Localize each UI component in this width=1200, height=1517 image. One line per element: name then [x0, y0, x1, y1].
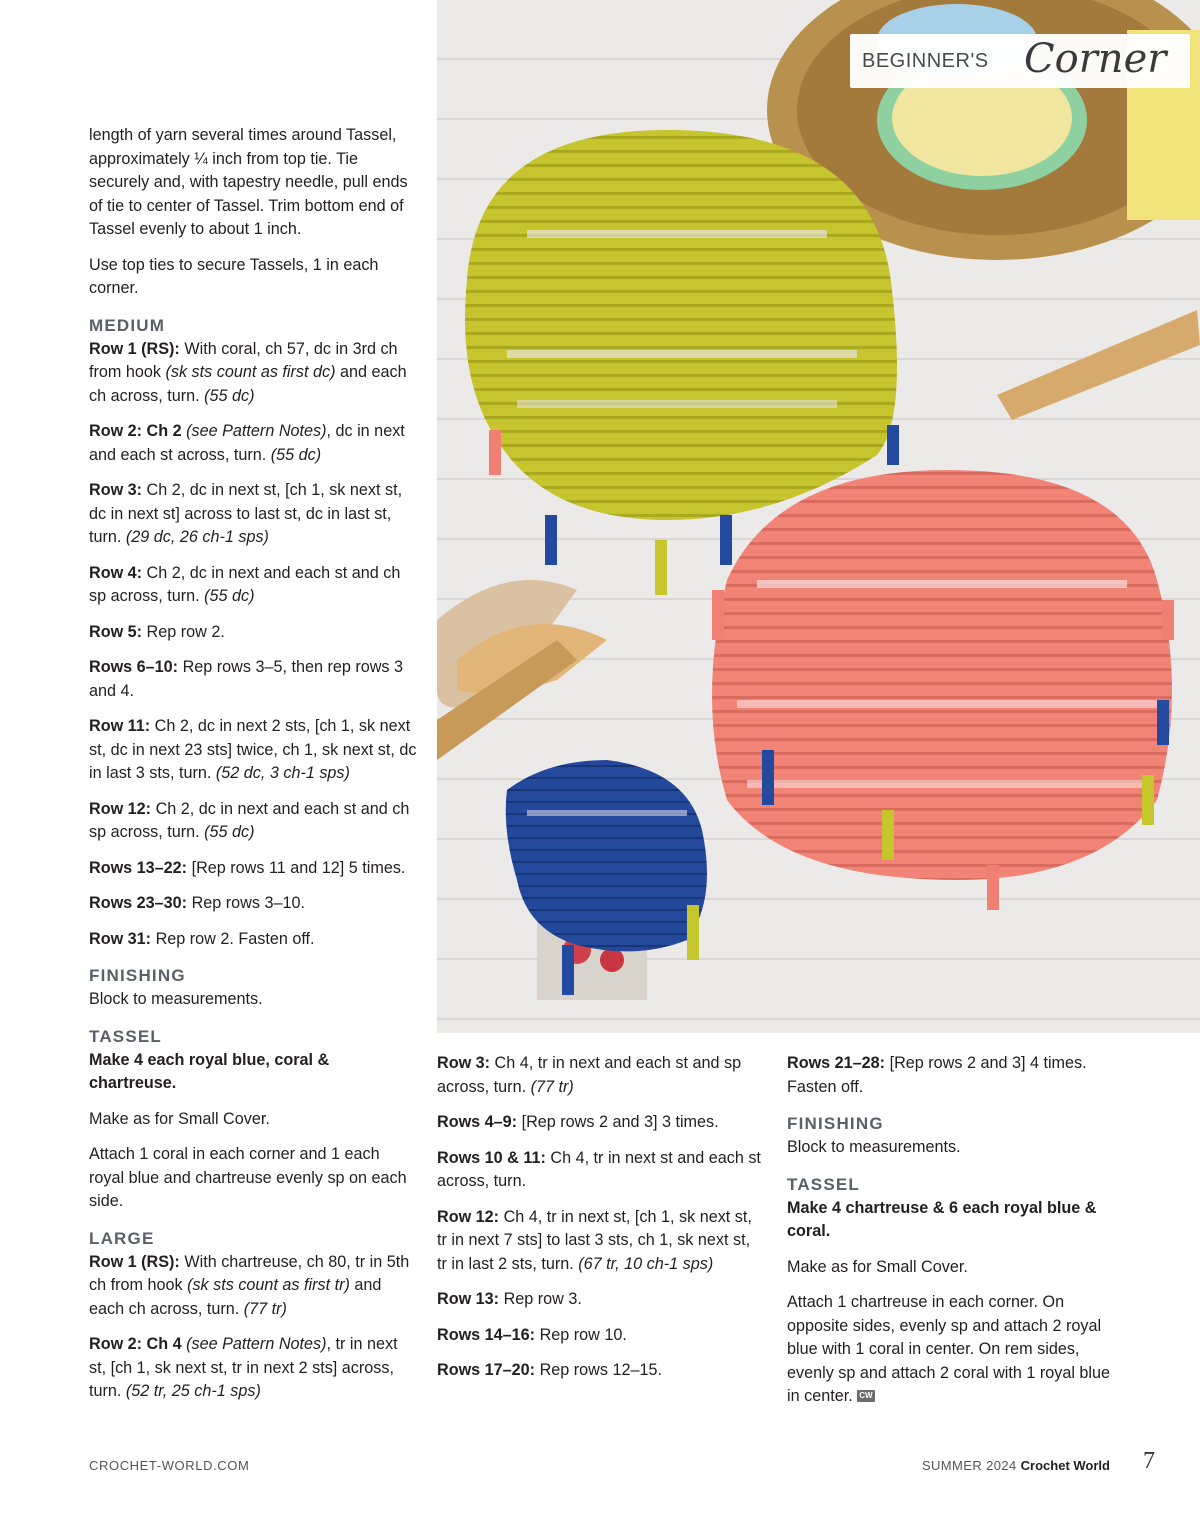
large-row-2: Row 2: Ch 4 (see Pattern Notes), tr in next st, [ch 1, sk next st, tr in next 2 sts] across, turn. (52 tr, 25 ch-1 sps): [89, 1335, 398, 1400]
large-rows-17-20: Rows 17–20: Rep rows 12–15.: [437, 1361, 662, 1379]
section-banner: [850, 34, 1190, 88]
medium-rows-13-22: Rows 13–22: [Rep rows 11 and 12] 5 times.: [89, 858, 406, 877]
footer-issue: SUMMER 2024 Crochet World: [921, 1458, 1110, 1473]
finishing-heading: FINISHING: [89, 966, 186, 985]
footer-magazine: Crochet World: [1020, 1458, 1110, 1473]
medium-row-31: Row 31: Rep row 2. Fasten off.: [89, 929, 315, 948]
large-finishing-heading: FINISHING: [787, 1114, 884, 1133]
large-row-1: Row 1 (RS): With chartreuse, ch 80, tr in 5th ch from hook (sk sts count as first tr) and each ch across, turn. (77 tr): [89, 1252, 410, 1318]
large-row-3: Row 3: Ch 4, tr in next and each st and sp across, turn. (77 tr): [437, 1054, 742, 1096]
coral-cover: [712, 470, 1172, 880]
page-number: 7: [1143, 1448, 1155, 1474]
product-photo: [437, 0, 1200, 1033]
large-heading: LARGE: [89, 1228, 155, 1248]
tassel-heading: TASSEL: [89, 1026, 163, 1046]
medium-row-12: Row 12: Ch 2, dc in next and each st and ch sp across, turn. (55 dc): [89, 799, 410, 841]
medium-row-2: Row 2: Ch 2 (see Pattern Notes), dc in next and each st across, turn. (55 dc): [89, 422, 405, 464]
medium-heading: MEDIUM: [89, 315, 166, 335]
banner-text-corner: Corner: [1024, 36, 1167, 82]
medium-row-1: Row 1 (RS): With coral, ch 57, dc in 3rd ch from hook (sk sts count as first dc) and each ch across, turn. (55 dc): [89, 339, 407, 405]
column-right: [787, 1052, 1112, 1421]
large-tassel-text-1: Make as for Small Cover.: [787, 1257, 968, 1276]
chartreuse-cover: [465, 130, 897, 520]
column-left: [89, 124, 419, 1416]
column-middle: [437, 1052, 762, 1395]
tassel-text-2: Attach 1 coral in each corner and 1 each royal blue and chartreuse evenly sp on each side.: [89, 1145, 407, 1210]
tassel-subheading: Make 4 each royal blue, coral & chartreuse.: [89, 1050, 330, 1092]
footer-website: CROCHET-WORLD.COM: [89, 1458, 250, 1473]
large-tassel-text-2: Attach 1 chartreuse in each corner. On opposite sides, evenly sp and attach 2 royal blue with 1 coral in center. On rem sides, evenly sp and attach 2 coral with 1 royal blue in center. CW: [787, 1293, 1111, 1405]
medium-row-4: Row 4: Ch 2, dc in next and each st and ch sp across, turn. (55 dc): [89, 563, 401, 605]
large-finishing-text: Block to measurements.: [787, 1138, 961, 1156]
medium-rows-23-30: Rows 23–30: Rep rows 3–10.: [89, 894, 305, 912]
intro-paragraph-2: Use top ties to secure Tassels, 1 in each corner.: [89, 255, 379, 297]
medium-row-11: Row 11: Ch 2, dc in next 2 sts, [ch 1, sk next st, dc in next 23 sts] twice, ch 1, sk next st, dc in last 3 sts, turn. (52 dc, 3 ch-1 sps): [89, 717, 417, 782]
large-rows-14-16: Rows 14–16: Rep row 10.: [437, 1325, 627, 1344]
intro-paragraph: length of yarn several times around Tassel, approximately ¼ inch from top tie. Tie securely and, with tapestry needle, pull ends of tie to center of Tassel. Trim bottom end of Tassel evenly to about 1 inch.: [89, 126, 408, 238]
medium-rows-6-10: Rows 6–10: Rep rows 3–5, then rep rows 3 and 4.: [89, 658, 404, 700]
large-tassel-heading: TASSEL: [787, 1174, 861, 1194]
banner-text-beginners: BEGINNER'S: [862, 50, 989, 72]
medium-row-5: Row 5: Rep row 2.: [89, 622, 225, 641]
tassel-text-1: Make as for Small Cover.: [89, 1109, 270, 1128]
large-row-12: Row 12: Ch 4, tr in next st, [ch 1, sk next st, tr in next 7 sts] to last 3 sts, ch 1, sk next st, tr in last 2 sts, turn. (67 tr, 10 ch-1 sps): [437, 1207, 752, 1273]
cw-end-icon: CW: [859, 1391, 873, 1400]
bowl-covers-illustration: [437, 0, 1200, 1033]
large-row-13: Row 13: Rep row 3.: [437, 1290, 582, 1308]
large-tassel-subheading: Make 4 chartreuse & 6 each royal blue & coral.: [787, 1198, 1097, 1240]
large-rows-4-9: Rows 4–9: [Rep rows 2 and 3] 3 times.: [437, 1113, 719, 1131]
large-rows-21-28: Rows 21–28: [Rep rows 2 and 3] 4 times. Fasten off.: [787, 1054, 1087, 1096]
finishing-text: Block to measurements.: [89, 990, 263, 1008]
large-rows-10-11: Rows 10 & 11: Ch 4, tr in next st and each st across, turn.: [437, 1148, 761, 1190]
medium-row-3: Row 3: Ch 2, dc in next st, [ch 1, sk next st, dc in next st] across to last st, dc in last st, turn. (29 dc, 26 ch-1 sps): [89, 481, 403, 546]
